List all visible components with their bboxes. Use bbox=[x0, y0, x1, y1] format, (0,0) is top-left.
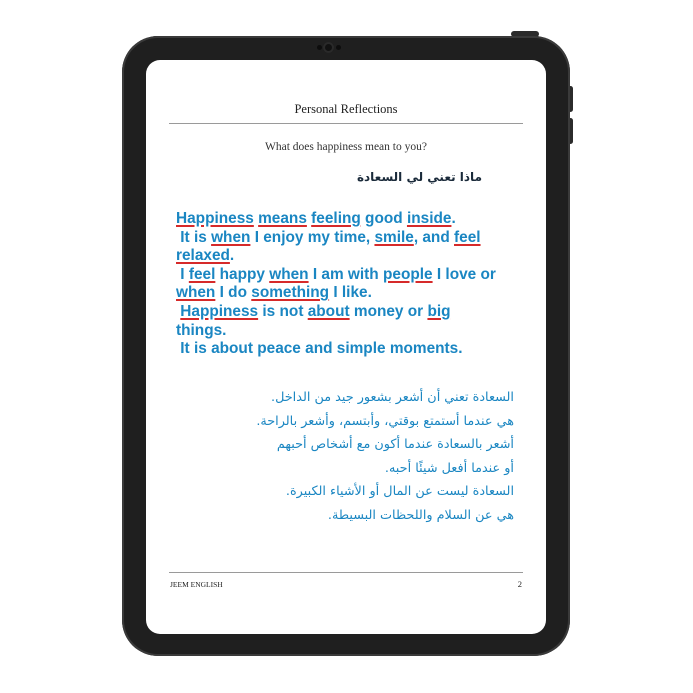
underlined-word: means bbox=[258, 210, 307, 227]
arabic-line: السعادة ليست عن المال أو الأشياء الكبيرة. bbox=[285, 484, 514, 500]
text-run: things. bbox=[176, 321, 227, 339]
arabic-line: هي عن السلام واللحظات البسيطة. bbox=[327, 507, 514, 523]
english-paragraph bbox=[176, 210, 526, 359]
arabic-heading: ماذا تعني لي السعادة bbox=[356, 170, 482, 184]
sensor-dot bbox=[336, 45, 341, 50]
text-run: I like. bbox=[329, 284, 372, 302]
english-line bbox=[176, 284, 526, 303]
underlined-word: big bbox=[427, 302, 451, 320]
underlined-word: when bbox=[211, 228, 251, 246]
tablet-screen bbox=[146, 60, 546, 634]
arabic-line: السعادة تعني أن أشعر بشعور جيد من الداخل. bbox=[271, 390, 514, 405]
page-number: 2 bbox=[517, 579, 522, 589]
text-run: is not bbox=[258, 302, 308, 320]
underlined-word: feel bbox=[188, 265, 216, 283]
underlined-word: Happiness bbox=[180, 302, 259, 320]
underlined-word: feeling bbox=[311, 210, 361, 227]
arabic-line: أشعر بالسعادة عندما أكون مع أشخاص أحبهم bbox=[276, 437, 514, 453]
text-run: good bbox=[360, 210, 407, 227]
arabic-line: أو عندما أفعل شيئًا أحبه. bbox=[384, 460, 514, 476]
text-run: It is about peace and simple moments. bbox=[176, 340, 463, 358]
text-run: money or bbox=[349, 302, 428, 320]
arabic-line: هي عندما أستمتع بوقتي، وأبتسم، وأشعر بالراحة. bbox=[256, 413, 514, 429]
underlined-word: when bbox=[269, 265, 309, 283]
text-run: I love or bbox=[432, 265, 496, 283]
english-line bbox=[176, 247, 526, 266]
underlined-word: something bbox=[251, 284, 330, 302]
underlined-word: people bbox=[382, 265, 433, 283]
underlined-word: smile bbox=[374, 228, 414, 246]
text-run: It is bbox=[176, 228, 212, 246]
english-line bbox=[176, 229, 526, 248]
english-line bbox=[176, 322, 526, 341]
english-line bbox=[176, 303, 526, 322]
english-line bbox=[176, 340, 526, 359]
arabic-paragraph bbox=[236, 386, 514, 528]
footer-divider bbox=[169, 572, 523, 573]
sensor-dot bbox=[317, 45, 322, 50]
english-line bbox=[176, 210, 526, 229]
footer-brand: JEEM ENGLISH bbox=[170, 580, 223, 589]
text-run: , and bbox=[413, 228, 455, 246]
underlined-word: about bbox=[307, 302, 350, 320]
underlined-word: when bbox=[176, 284, 216, 302]
question-text: What does happiness mean to you? bbox=[265, 141, 427, 153]
text-run: . bbox=[451, 210, 456, 227]
camera-lens bbox=[323, 42, 334, 53]
text-run: . bbox=[229, 247, 235, 265]
underlined-word: inside bbox=[406, 210, 452, 227]
text-run: I am with bbox=[308, 265, 383, 283]
header-divider bbox=[169, 123, 523, 124]
text-run: happy bbox=[215, 265, 270, 283]
underlined-word: relaxed bbox=[176, 247, 230, 265]
text-run: I enjoy my time, bbox=[250, 228, 375, 246]
front-camera-icon bbox=[317, 42, 339, 52]
text-run: I do bbox=[215, 284, 252, 302]
underlined-word: feel bbox=[454, 228, 481, 246]
underlined-word: Happiness bbox=[176, 210, 254, 227]
english-line bbox=[176, 266, 526, 285]
page-header-title: Personal Reflections bbox=[294, 102, 398, 116]
text-run: I bbox=[176, 265, 189, 283]
